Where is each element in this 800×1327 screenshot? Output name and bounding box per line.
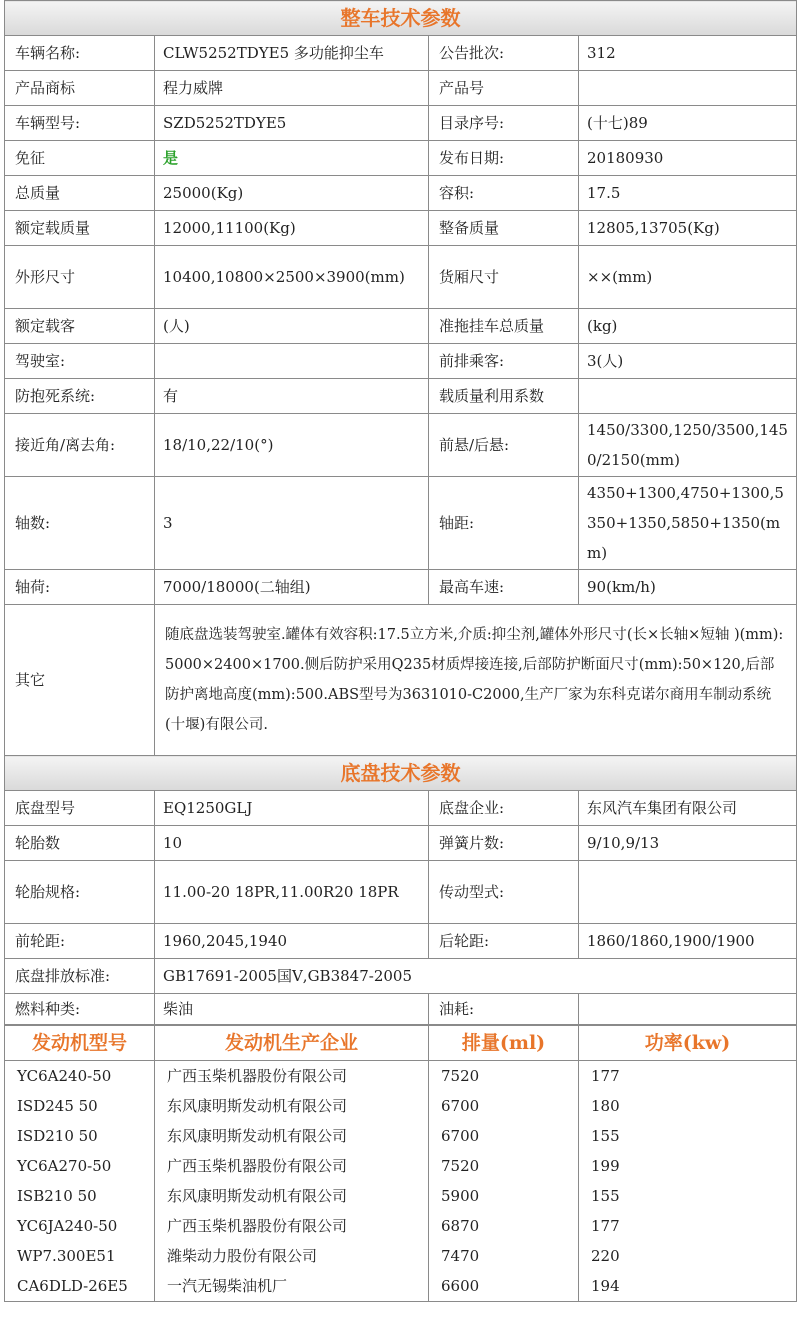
- front-track-value: 1960,2045,1940: [155, 924, 429, 959]
- axle-load-value: 7000/18000(二轴组): [155, 570, 429, 605]
- exempt-label: 免征: [5, 141, 155, 176]
- dimensions-value: 10400,10800×2500×3900(mm): [155, 246, 429, 309]
- load-util-label: 载质量利用系数: [429, 379, 579, 414]
- engine-model: ISD210 50: [5, 1121, 155, 1151]
- rated-passengers-value: (人): [155, 309, 429, 344]
- tire-count-label: 轮胎数: [5, 826, 155, 861]
- load-util-value: [579, 379, 797, 414]
- engine-maker-header: 发动机生产企业: [155, 1026, 429, 1061]
- engine-maker: 东风康明斯发动机有限公司: [155, 1181, 429, 1211]
- engine-model: YC6A270-50: [5, 1151, 155, 1181]
- engine-power-header: 功率(kw): [579, 1026, 797, 1061]
- engine-table: [4, 1025, 797, 1302]
- axles-label: 轴数:: [5, 477, 155, 570]
- model-value: SZD5252TDYE5: [155, 106, 429, 141]
- spec-sheet: [4, 0, 796, 1302]
- front-passengers-label: 前排乘客:: [429, 344, 579, 379]
- vehicle-name-label: 车辆名称:: [5, 36, 155, 71]
- cab-label: 驾驶室:: [5, 344, 155, 379]
- wheelbase-value: 4350+1300,4750+1300,5350+1350,5850+1350(mm): [579, 477, 797, 570]
- engine-power: 177: [579, 1061, 797, 1092]
- chassis-model-value: EQ1250GLJ: [155, 791, 429, 826]
- engine-displacement-header: 排量(ml): [429, 1026, 579, 1061]
- trailer-mass-value: (kg): [579, 309, 797, 344]
- table-row: [5, 1151, 797, 1181]
- engine-displacement: 6700: [429, 1091, 579, 1121]
- curb-mass-value: 12805,13705(Kg): [579, 211, 797, 246]
- tire-spec-value: 11.00-20 18PR,11.00R20 18PR: [155, 861, 429, 924]
- rated-load-value: 12000,11100(Kg): [155, 211, 429, 246]
- engine-displacement: 7520: [429, 1061, 579, 1092]
- engine-displacement: 6600: [429, 1271, 579, 1302]
- cargo-dims-label: 货厢尺寸: [429, 246, 579, 309]
- table-row: [5, 1181, 797, 1211]
- catalog-no-value: (十七)89: [579, 106, 797, 141]
- max-speed-label: 最高车速:: [429, 570, 579, 605]
- brand-value: 程力威牌: [155, 71, 429, 106]
- axles-value: 3: [155, 477, 429, 570]
- front-track-label: 前轮距:: [5, 924, 155, 959]
- abs-label: 防抱死系统:: [5, 379, 155, 414]
- exempt-value: 是: [155, 141, 429, 176]
- chassis-section-title: 底盘技术参数: [5, 756, 797, 791]
- engine-maker: 广西玉柴机器股份有限公司: [155, 1211, 429, 1241]
- table-row: [5, 1241, 797, 1271]
- engine-power: 177: [579, 1211, 797, 1241]
- engine-power: 194: [579, 1271, 797, 1302]
- spring-leaves-label: 弹簧片数:: [429, 826, 579, 861]
- engine-maker: 潍柴动力股份有限公司: [155, 1241, 429, 1271]
- table-row: [5, 1121, 797, 1151]
- release-date-value: 20180930: [579, 141, 797, 176]
- volume-value: 17.5: [579, 176, 797, 211]
- product-no-label: 产品号: [429, 71, 579, 106]
- table-row: [5, 1061, 797, 1092]
- chassis-model-label: 底盘型号: [5, 791, 155, 826]
- vehicle-name-value: CLW5252TDYE5 多功能抑尘车: [155, 36, 429, 71]
- engine-model: ISD245 50: [5, 1091, 155, 1121]
- overhang-label: 前悬/后悬:: [429, 414, 579, 477]
- engine-power: 199: [579, 1151, 797, 1181]
- engine-model: WP7.300E51: [5, 1241, 155, 1271]
- angles-value: 18/10,22/10(°): [155, 414, 429, 477]
- tire-count-value: 10: [155, 826, 429, 861]
- engine-displacement: 7470: [429, 1241, 579, 1271]
- table-row: [5, 1091, 797, 1121]
- fuel-value: 柴油: [155, 994, 429, 1025]
- fuel-consumption-label: 油耗:: [429, 994, 579, 1025]
- engine-power: 155: [579, 1181, 797, 1211]
- curb-mass-label: 整备质量: [429, 211, 579, 246]
- cargo-dims-value: ××(mm): [579, 246, 797, 309]
- other-label: 其它: [5, 605, 155, 756]
- cab-value: [155, 344, 429, 379]
- transmission-label: 传动型式:: [429, 861, 579, 924]
- notice-batch-value: 312: [579, 36, 797, 71]
- brand-label: 产品商标: [5, 71, 155, 106]
- rated-passengers-label: 额定载客: [5, 309, 155, 344]
- engine-power: 180: [579, 1091, 797, 1121]
- engine-displacement: 6870: [429, 1211, 579, 1241]
- rated-load-label: 额定载质量: [5, 211, 155, 246]
- model-label: 车辆型号:: [5, 106, 155, 141]
- emission-label: 底盘排放标准:: [5, 959, 155, 994]
- table-row: [5, 1271, 797, 1302]
- chassis-maker-value: 东风汽车集团有限公司: [579, 791, 797, 826]
- vehicle-section-title: 整车技术参数: [5, 1, 797, 36]
- engine-displacement: 6700: [429, 1121, 579, 1151]
- emission-value: GB17691-2005国Ⅴ,GB3847-2005: [155, 959, 797, 994]
- engine-maker: 广西玉柴机器股份有限公司: [155, 1061, 429, 1092]
- angles-label: 接近角/离去角:: [5, 414, 155, 477]
- vehicle-spec-table: [4, 0, 797, 1025]
- engine-model-header: 发动机型号: [5, 1026, 155, 1061]
- wheelbase-label: 轴距:: [429, 477, 579, 570]
- engine-displacement: 5900: [429, 1181, 579, 1211]
- dimensions-label: 外形尺寸: [5, 246, 155, 309]
- engine-maker: 东风康明斯发动机有限公司: [155, 1121, 429, 1151]
- engine-power: 220: [579, 1241, 797, 1271]
- total-mass-value: 25000(Kg): [155, 176, 429, 211]
- engine-maker: 广西玉柴机器股份有限公司: [155, 1151, 429, 1181]
- transmission-value: [579, 861, 797, 924]
- table-row: [5, 1211, 797, 1241]
- tire-spec-label: 轮胎规格:: [5, 861, 155, 924]
- engine-model: CA6DLD-26E5: [5, 1271, 155, 1302]
- engine-model: YC6JA240-50: [5, 1211, 155, 1241]
- engine-model: YC6A240-50: [5, 1061, 155, 1092]
- trailer-mass-label: 准拖挂车总质量: [429, 309, 579, 344]
- rear-track-label: 后轮距:: [429, 924, 579, 959]
- product-no-value: [579, 71, 797, 106]
- engine-maker: 东风康明斯发动机有限公司: [155, 1091, 429, 1121]
- total-mass-label: 总质量: [5, 176, 155, 211]
- volume-label: 容积:: [429, 176, 579, 211]
- notice-batch-label: 公告批次:: [429, 36, 579, 71]
- engine-maker: 一汽无锡柴油机厂: [155, 1271, 429, 1302]
- engine-displacement: 7520: [429, 1151, 579, 1181]
- catalog-no-label: 目录序号:: [429, 106, 579, 141]
- engine-power: 155: [579, 1121, 797, 1151]
- overhang-value: 1450/3300,1250/3500,1450/2150(mm): [579, 414, 797, 477]
- front-passengers-value: 3(人): [579, 344, 797, 379]
- spring-leaves-value: 9/10,9/13: [579, 826, 797, 861]
- other-value: 随底盘选装驾驶室.罐体有效容积:17.5立方米,介质:抑尘剂,罐体外形尺寸(长×长轴×短轴 )(mm):5000×2400×1700.侧后防护采用Q235材质焊接连接,后部防护断面尺寸(mm):50×120,后部防护离地高度(mm):500.ABS型号为3631010-C2000,生产厂家为东科克诺尔商用车制动系统(十堰)有限公司.: [155, 605, 797, 756]
- engine-model: ISB210 50: [5, 1181, 155, 1211]
- chassis-maker-label: 底盘企业:: [429, 791, 579, 826]
- axle-load-label: 轴荷:: [5, 570, 155, 605]
- fuel-consumption-value: [579, 994, 797, 1025]
- abs-value: 有: [155, 379, 429, 414]
- rear-track-value: 1860/1860,1900/1900: [579, 924, 797, 959]
- max-speed-value: 90(km/h): [579, 570, 797, 605]
- fuel-label: 燃料种类:: [5, 994, 155, 1025]
- release-date-label: 发布日期:: [429, 141, 579, 176]
